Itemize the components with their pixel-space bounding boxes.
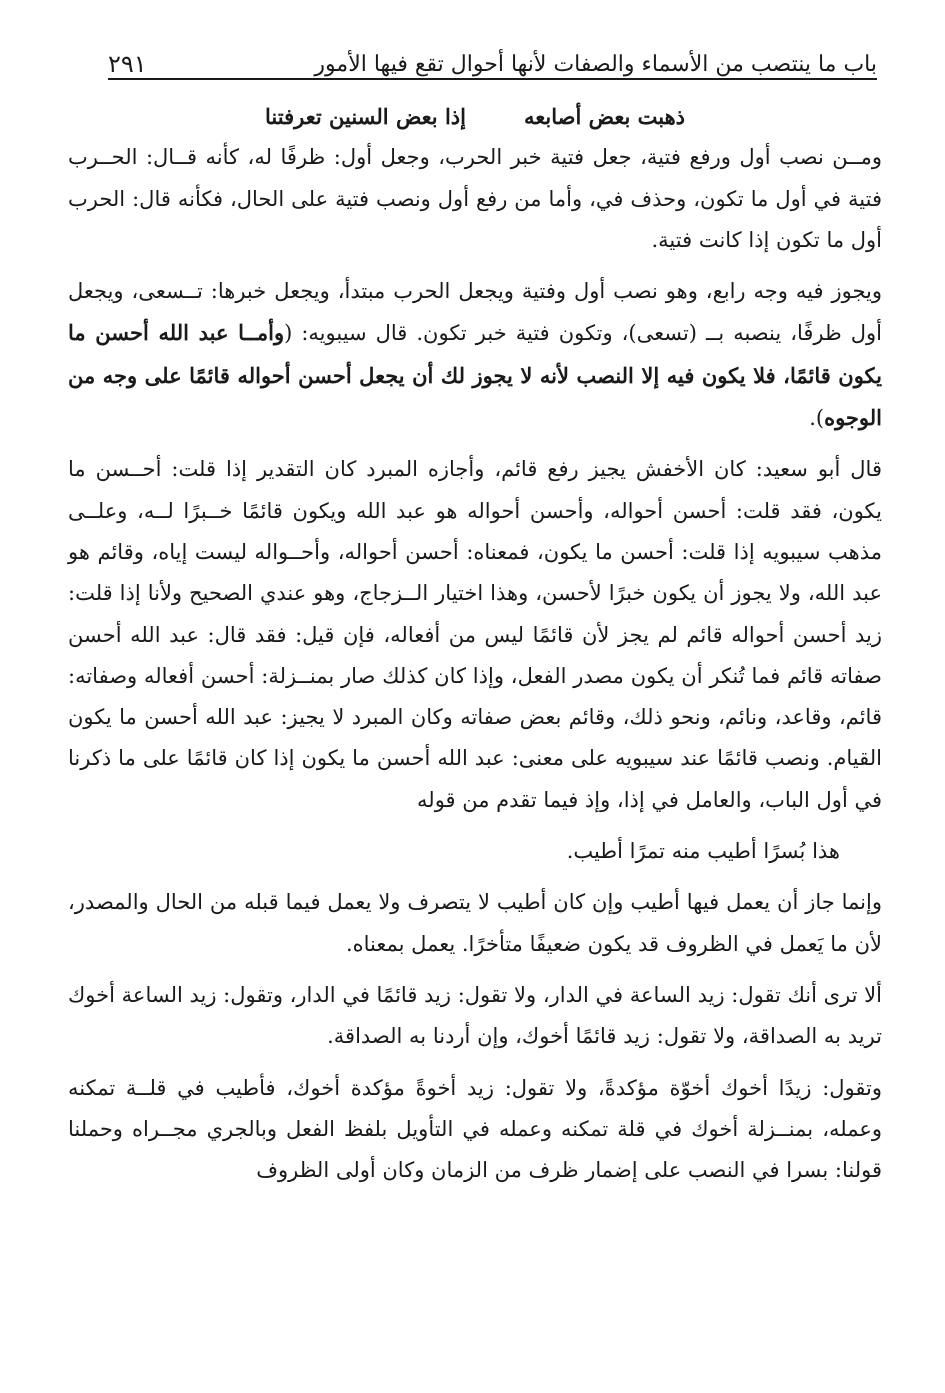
page-body [68, 96, 882, 1191]
poetry-verse [68, 96, 882, 137]
paragraph-6: ألا ترى أنك تقول: زيد الساعة في الدار، ولا تقول: زيد قائمًا في الدار، وتقول: زيد الساعة أخوك تريد به الصداقة، ولا تقول: زيد قائمًا أخوك، وإن أردنا به الصداقة. [68, 982, 882, 1049]
paragraph-2 [68, 271, 882, 439]
paragraph-4: هذا بُسرًا أطيب منه تمرًا أطيب. [566, 839, 840, 864]
paragraph-2-text: ويجوز فيه وجه رابع، وهو نصب أول وفتية ويجعل الحرب مبتدأ، ويجعل خبرها: تــسعى، ويجعل أول ظرفًا، ينصبه بــ (تسعى)، وتكون فتية خبر تكون. قال سيبويه: ( [68, 279, 882, 346]
paragraph-2-end: ). [809, 406, 825, 431]
sibawayh-quote: وأمــا عبد الله أحسن ما يكون قائمًا، فلا يكون فيه إلا النصب لأنه لا يجوز لك أن يجعل أحسن أحواله قائمًا على وجه من الوجوه [68, 320, 882, 431]
page-header [108, 30, 877, 76]
page-number: ٢٩١ [108, 50, 147, 78]
verse-hemistich-first: ذهبت بعض أصابعه [523, 104, 685, 129]
header-rule [108, 78, 877, 80]
running-title: باب ما ينتصب من الأسماء والصفات لأنها أحوال تقع فيها الأمور [314, 52, 877, 77]
paragraph-7: وتقول: زيدًا أخوك أخوّة مؤكدةً، ولا تقول: زيد أخوةً مؤكدة أخوك، فأطيب في قلــة تمكنه وعمله، بمنــزلة أخوك في قلة تمكنه وعمله في التأويل بلفظ الفعل وبالجري مجــراه وحملنا قولنا: بسرا في النصب على إضمار ظرف من الزمان وكان أولى الظروف [68, 1075, 883, 1183]
paragraph-5: وإنما جاز أن يعمل فيها أطيب وإن كان أطيب لا يتصرف ولا يعمل فيما قبله من الحال والمصدر، لأن ما يَعمل في الظروف قد يكون ضعيفًا متأخرًا. يعمل بمعناه. [68, 890, 882, 956]
paragraph-3: قال أبو سعيد: كان الأخفش يجيز رفع قائم، وأجازه المبرد كان التقدير إذا قلت: أحــسن ما يكون، فقد قلت: أحسن أحواله، وأحسن أحواله هو عبد الله ويكون قائمًا خــبرًا لــه، وعلــى مذهب سيبويه إذا قلت: أحسن ما يكون، فمعناه: أحسن أحواله، وأحــواله ليست إياه، وقائم هو عبد الله، ولا يجوز أن يكون خبرًا لأحسن، وهذا اختيار الــزجاج، وهو عندي الصحيح ولأنا إذا قلت: زيد أحسن أحواله قائم لم يجز لأن قائمًا ليس من أفعاله، فإن قيل: فقد قال: عبد الله أحسن صفاته قائم فما تُنكر أن يكون مصدر الفعل، وإذا كان كذلك صار بمنــزلة: أحسن أفعاله وصفاته: قائم، وقاعد، ونائم، ونحو ذلك، وقائم بعض صفاته وكان المبرد لا يجيز: عبد الله أحسن ما يكون القيام. ونصب قائمًا عند سيبويه على معنى: عبد الله أحسن ما يكون إذا كان قائمًا على ما ذكرنا في أول الباب، والعامل في إذا، وإذ فيما تقدم من قوله [68, 457, 882, 812]
paragraph-1: ومــن نصب أول ورفع فتية، جعل فتية خبر الحرب، وجعل أول: ظرفًا له، كأنه قــال: الحــرب فتية في أول ما تكون، وحذف في، وأما من رفع أول ونصب فتية على الحال، فكأنه قال: الحرب أول ما تكون إذا كانت فتية. [68, 145, 882, 252]
verse-hemistich-second: إذا بعض السنين تعرفتنا [265, 104, 466, 129]
